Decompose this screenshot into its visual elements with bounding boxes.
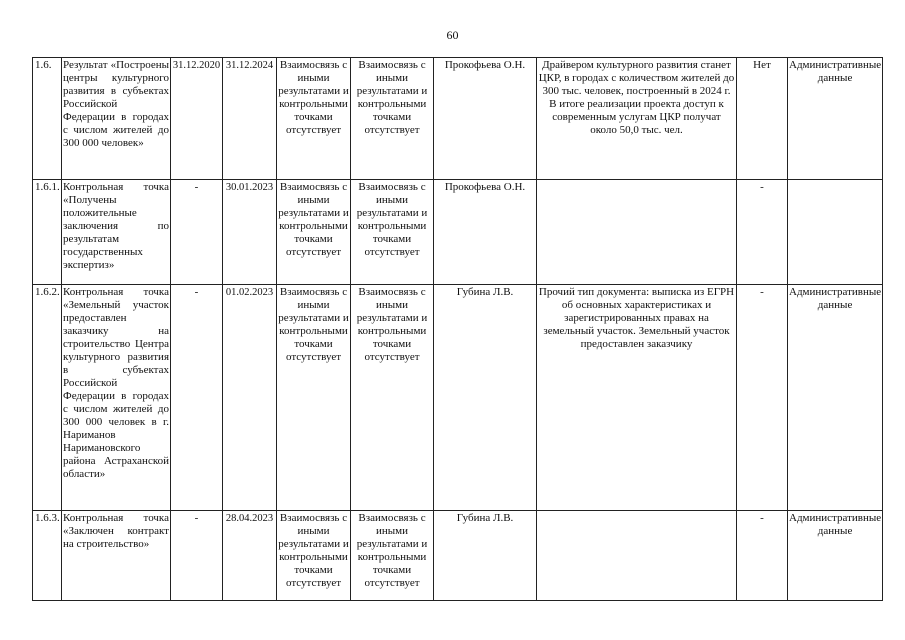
row-flag: Нет [737,58,788,180]
table-row [33,58,883,180]
predecessor-link: Взаимосвязь с иными результатами и контрольными точками отсутствует [277,511,351,601]
row-description: Прочий тип документа: выписка из ЕГРН об основных характеристиках и зарегистрированных правах на земельный участок. Земельный участок предоставлен заказчику [537,285,737,511]
table-row [33,180,883,285]
successor-link: Взаимосвязь с иными результатами и контрольными точками отсутствует [351,58,434,180]
row-name: Контрольная точка «Земельный участок предоставлен заказчику на строительство Центра культурного развития в субъектах Российской Федерации в городах с числом жителей до 300 000 человек в г. Нариманов Наримановского района Астраханской области» [62,285,171,511]
start-date: 31.12.2020 [171,58,223,180]
end-date: 28.04.2023 [223,511,277,601]
info-system: Административные данные [788,285,883,511]
info-system: Административные данные [788,511,883,601]
row-name: Контрольная точка «Получены положительные заключения по результатам государственных экспертиз» [62,180,171,285]
predecessor-link: Взаимосвязь с иными результатами и контрольными точками отсутствует [277,180,351,285]
successor-link: Взаимосвязь с иными результатами и контрольными точками отсутствует [351,511,434,601]
row-flag: - [737,285,788,511]
end-date: 01.02.2023 [223,285,277,511]
successor-link: Взаимосвязь с иными результатами и контрольными точками отсутствует [351,180,434,285]
end-date: 30.01.2023 [223,180,277,285]
results-table [32,57,883,601]
row-number: 1.6.1. [33,180,62,285]
responsible-person: Губина Л.В. [434,285,537,511]
info-system [788,180,883,285]
predecessor-link: Взаимосвязь с иными результатами и контрольными точками отсутствует [277,285,351,511]
end-date: 31.12.2024 [223,58,277,180]
row-number: 1.6.2. [33,285,62,511]
start-date: - [171,285,223,511]
row-flag: - [737,511,788,601]
row-description [537,511,737,601]
start-date: - [171,180,223,285]
page-number: 60 [446,28,459,42]
row-number: 1.6.3. [33,511,62,601]
row-number: 1.6. [33,58,62,180]
info-system: Административные данные [788,58,883,180]
row-name: Контрольная точка «Заключен контракт на строительство» [62,511,171,601]
responsible-person: Прокофьева О.Н. [434,180,537,285]
row-description: Драйвером культурного развития станет ЦКР, в городах с количеством жителей до 300 тыс. человек, построенный в 2024 г. В итоге реализации проекта доступ к современным услугам ЦКР получат около 50,0 тыс. чел. [537,58,737,180]
table-row [33,511,883,601]
responsible-person: Прокофьева О.Н. [434,58,537,180]
responsible-person: Губина Л.В. [434,511,537,601]
row-description [537,180,737,285]
predecessor-link: Взаимосвязь с иными результатами и контрольными точками отсутствует [277,58,351,180]
table-row [33,285,883,511]
row-name: Результат «Построены центры культурного развития в субъектах Российской Федерации в городах с числом жителей до 300 000 человек» [62,58,171,180]
row-flag: - [737,180,788,285]
start-date: - [171,511,223,601]
successor-link: Взаимосвязь с иными результатами и контрольными точками отсутствует [351,285,434,511]
